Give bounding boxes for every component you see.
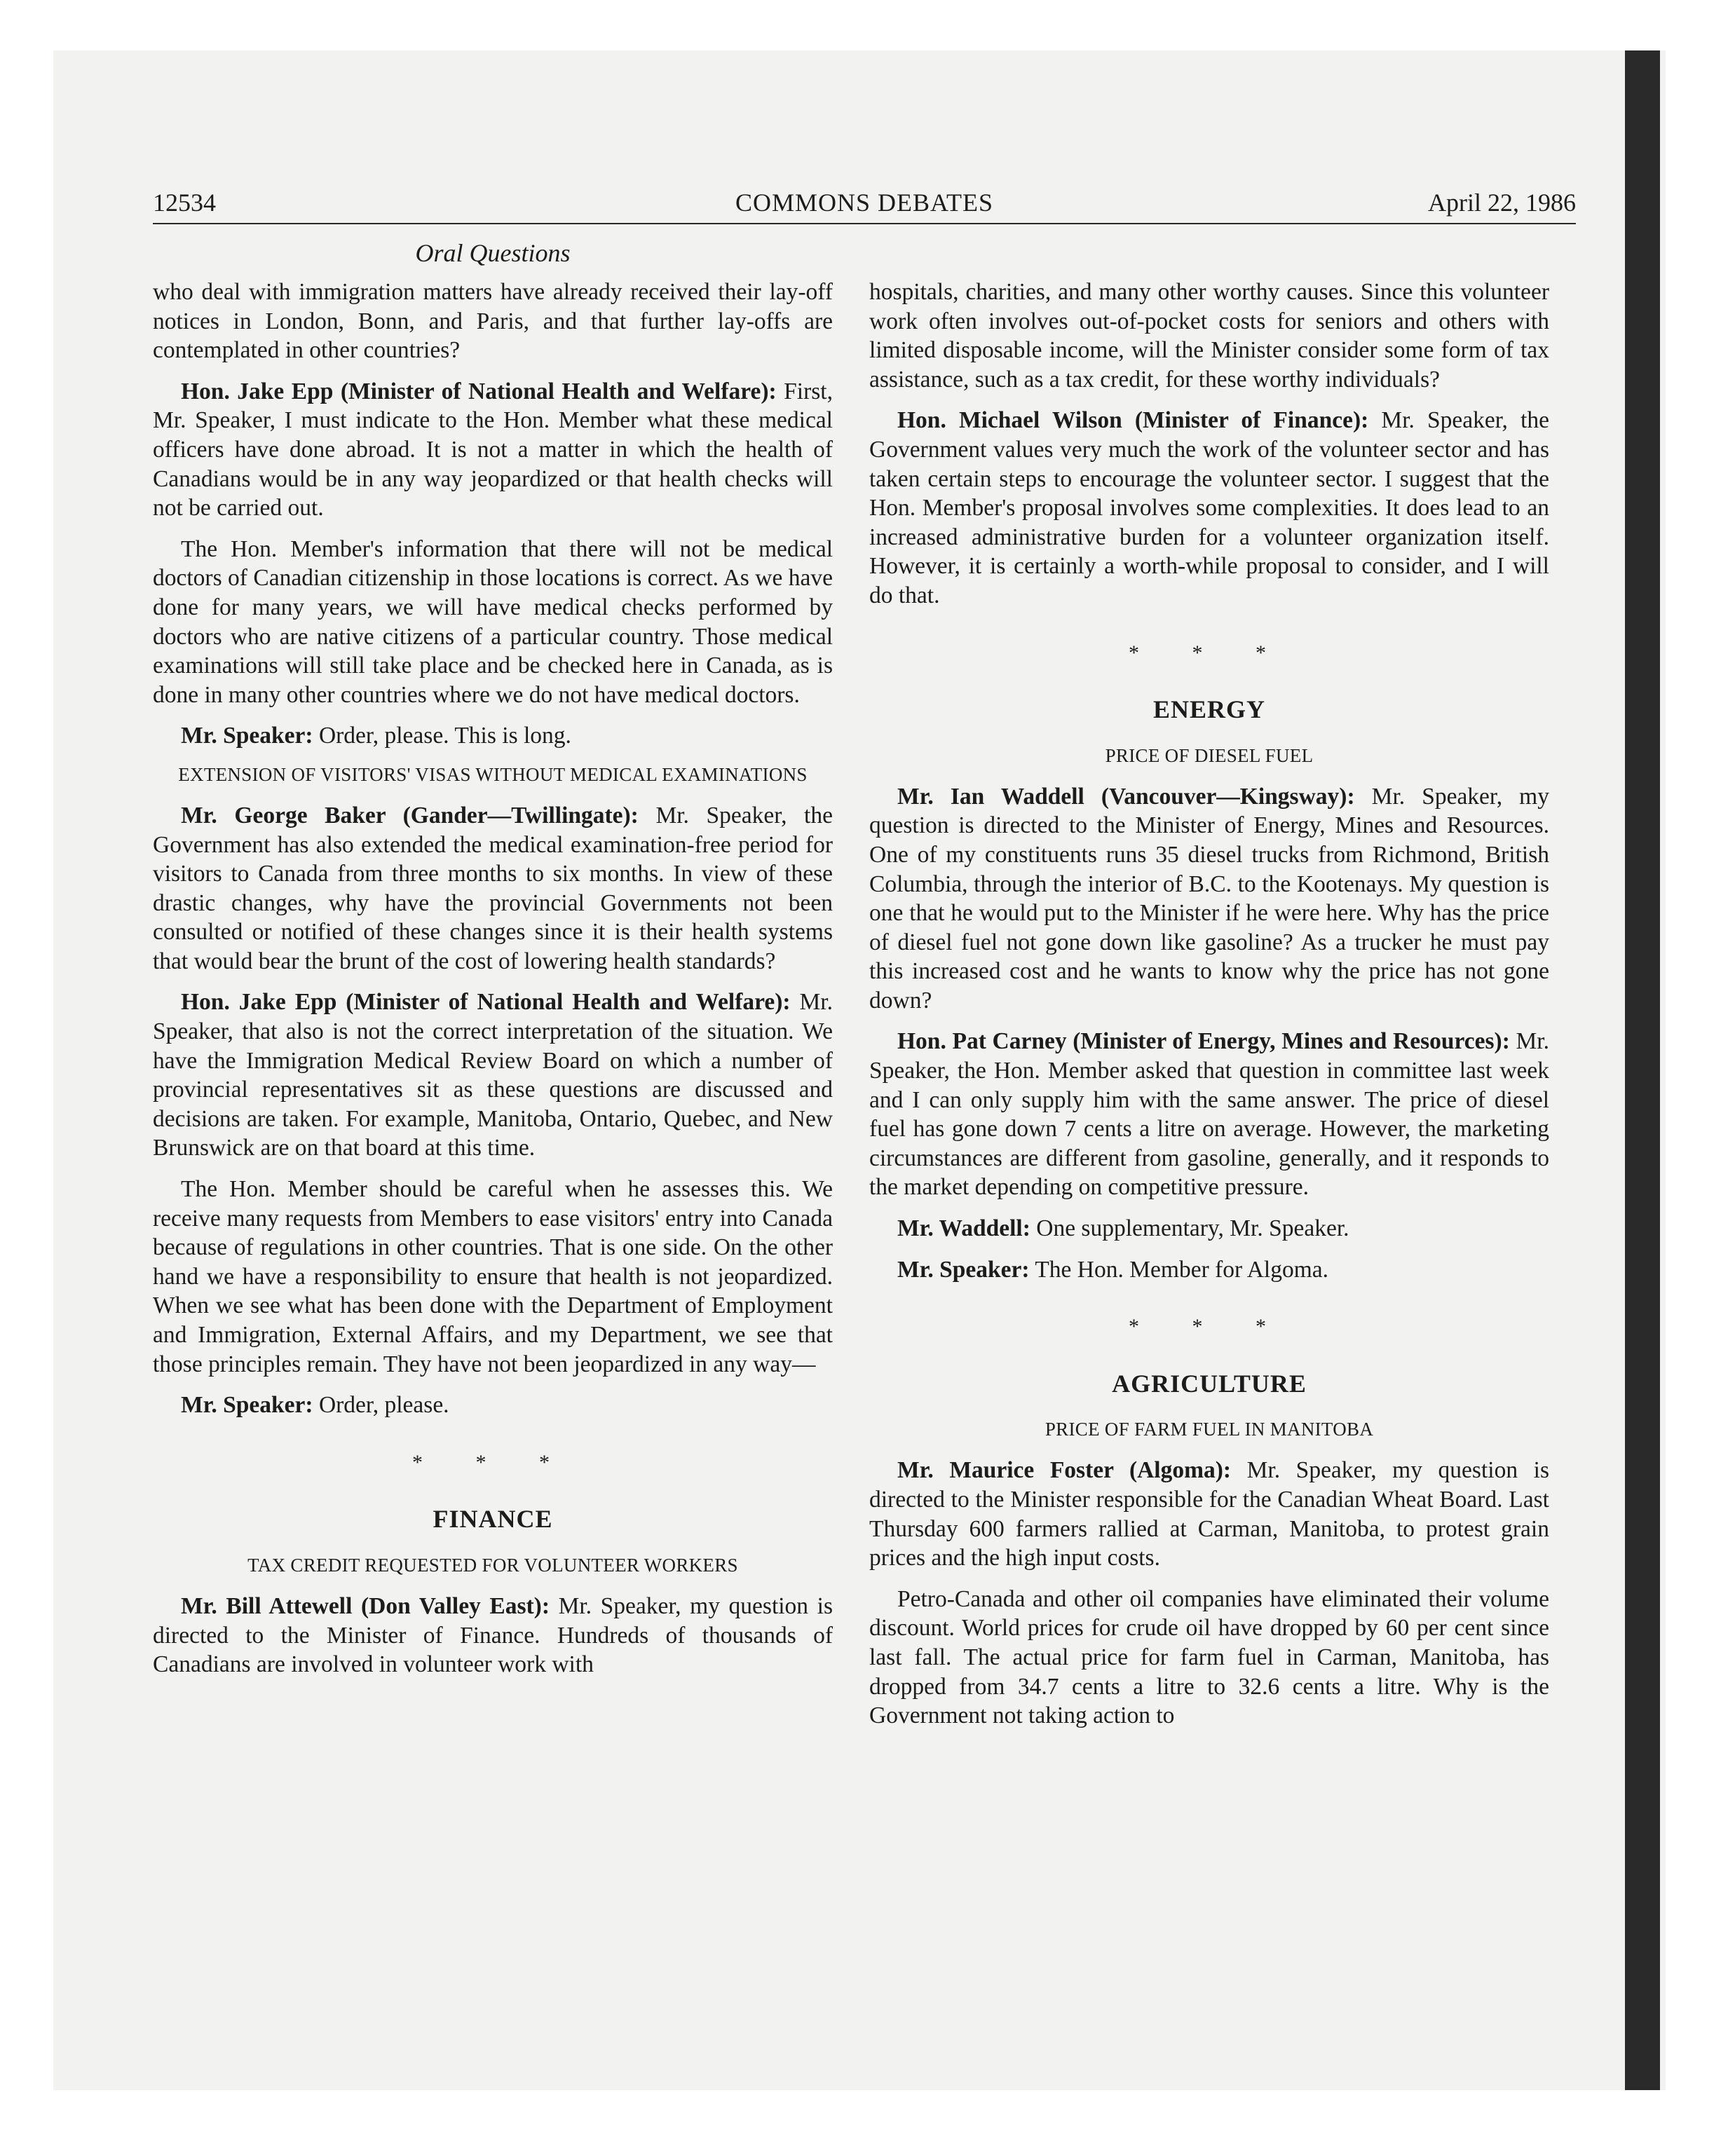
speaker-name: Hon. Jake Epp (Minister of National Health and Welfare):	[181, 989, 791, 1016]
page-date: April 22, 1986	[1428, 189, 1576, 217]
paragraph	[153, 1592, 833, 1679]
paragraph	[869, 406, 1549, 610]
paragraph	[869, 1255, 1549, 1285]
paragraph	[153, 801, 833, 976]
paragraph	[869, 1027, 1549, 1202]
paragraph	[153, 988, 833, 1163]
speaker-name: Mr. Ian Waddell (Vancouver—Kingsway):	[897, 783, 1355, 810]
publication-title: COMMONS DEBATES	[735, 189, 994, 217]
section-title: Oral Questions	[415, 239, 571, 267]
paragraph: hospitals, charities, and many other worthy causes. Since this volunteer work often involves out-of-pocket costs for seniors and others with limited disposable income, will the Minister consider some form of tax assistance, such as a tax credit, for these worthy individuals?	[869, 279, 1549, 393]
speaker-name: Hon. Michael Wilson (Minister of Finance):	[897, 407, 1369, 434]
binding-edge	[1625, 50, 1660, 2090]
left-column	[153, 278, 833, 1691]
speech-text: Mr. Speaker, my question is directed to the Minister of Finance. Hundreds of thousands of Canadians are involved in volunteer work with	[153, 1592, 833, 1678]
paragraph	[153, 377, 833, 523]
paragraph: Petro-Canada and other oil companies have eliminated their volume discount. World prices for crude oil have dropped by 60 per cent since last fall. The actual price for farm fuel in Carman, Manitoba, has dropped from 34.7 cents a litre to 32.6 cents a litre. Why is the Government not taking action to	[869, 1585, 1549, 1729]
speaker-name: Hon. Pat Carney (Minister of Energy, Mines and Resources):	[897, 1028, 1510, 1055]
speaker-name: Mr. Waddell:	[897, 1215, 1030, 1242]
speaker-name: Mr. Bill Attewell (Don Valley East):	[181, 1592, 550, 1619]
header-rule	[153, 223, 1576, 224]
speech-text: Order, please.	[313, 1392, 449, 1419]
speech-text: First, Mr. Speaker, I must indicate to the Hon. Member what these medical officers have done abroad. It is not a matter in which the health of Canadians would be in any way jeopardized or that health checks will not be carried out.	[153, 378, 833, 521]
right-column	[869, 278, 1549, 1742]
speech-text: Mr. Speaker, the Hon. Member asked that question in committee last week and I can only supply him with the same answer. The price of diesel fuel has gone down 7 cents a litre on average. However, the marketing circumstances are different from gasoline, generally, and it responds to the market depending on competitive pressure.	[869, 1028, 1549, 1201]
speech-text: Mr. Speaker, the Government values very much the work of the volunteer sector and has taken certain steps to encourage the volunteer sector. I suggest that the Hon. Member's proposal involves some complexities. It does lead to an increased administrative burden for a volunteer organization itself. However, it is certainly a worth-while proposal to consider, and I will do that.	[869, 407, 1549, 608]
speech-text: The Hon. Member for Algoma.	[1029, 1256, 1328, 1283]
paragraph	[153, 721, 833, 751]
paragraph: The Hon. Member should be careful when he assesses this. We receive many requests from Members to ease visitors' entry into Canada because of regulations in other countries. That is one side. On the other hand we have a responsibility to ensure that health is not jeopardized. When we see what has been done with the Department of Employment and Immigration, External Affairs, and my Department, we see that those principles remain. They have not been jeopardized in any way—	[153, 1176, 833, 1377]
speaker-name: Mr. Speaker:	[181, 723, 313, 749]
section-divider: * * *	[1129, 1315, 1290, 1339]
speech-text: Mr. Speaker, the Government has also extended the medical examination-free period for visitors to Canada from three months to six months. In view of these drastic changes, why have the provincial Governments not been consulted or notified of these changes since it is their health systems that would bear the brunt of the cost of lowering health standards?	[153, 802, 833, 974]
speech-text: Mr. Speaker, my question is directed to the Minister of Energy, Mines and Resources. One of my constituents runs 35 diesel trucks from Richmond, British Columbia, through the interior of B.C. to the Kootenays. My question is one that he would put to the Minister if he were here. Why has the price of diesel fuel not gone down like gasoline? As a trucker he must pay this increased cost and he wants to know why the price has not gone down?	[869, 783, 1549, 1014]
speech-text: Order, please. This is long.	[313, 723, 571, 749]
speech-text: One supplementary, Mr. Speaker.	[1030, 1215, 1349, 1242]
page-header	[153, 188, 1576, 224]
paragraph	[869, 782, 1549, 1016]
section-divider: * * *	[412, 1450, 573, 1474]
section-divider: * * *	[1129, 641, 1290, 664]
rubric-heading: FINANCE	[433, 1505, 553, 1534]
subheading: PRICE OF FARM FUEL IN MANITOBA	[1045, 1419, 1374, 1440]
paragraph	[869, 1214, 1549, 1243]
paragraph	[153, 1391, 833, 1420]
page-number: 12534	[153, 189, 216, 217]
subheading: TAX CREDIT REQUESTED FOR VOLUNTEER WORKERS	[247, 1554, 738, 1576]
rubric-heading: AGRICULTURE	[1112, 1369, 1307, 1398]
speaker-name: Mr. George Baker (Gander—Twillingate):	[181, 802, 639, 828]
paragraph	[869, 1456, 1549, 1572]
speech-text: Mr. Speaker, my question is directed to the Minister responsible for the Canadian Wheat Board. Last Thursday 600 farmers rallied at Carman, Manitoba, to protest grain prices and the high input costs.	[869, 1457, 1549, 1571]
speaker-name: Mr. Speaker:	[181, 1392, 313, 1419]
subheading: PRICE OF DIESEL FUEL	[1105, 744, 1314, 766]
speaker-name: Mr. Maurice Foster (Algoma):	[897, 1457, 1232, 1484]
paragraph: The Hon. Member's information that there will not be medical doctors of Canadian citizenship in those locations is correct. As we have done for many years, we will have medical checks performed by doctors who are native citizens of a particular country. Those medical examinations will still take place and be checked here in Canada, as is done in many other countries where we do not have medical doctors.	[153, 535, 833, 708]
speech-text: Mr. Speaker, that also is not the correct interpretation of the situation. We have the Immigration Medical Review Board on which a number of provincial representatives sit as these questions are discussed and decisions are taken. For example, Manitoba, Ontario, Quebec, and New Brunswick are on that board at this time.	[153, 989, 833, 1161]
speaker-name: Hon. Jake Epp (Minister of National Health and Welfare):	[181, 378, 777, 404]
subheading: EXTENSION OF VISITORS' VISAS WITHOUT MEDICAL EXAMINATIONS	[178, 763, 808, 785]
rubric-heading: ENERGY	[1152, 695, 1266, 724]
paragraph: who deal with immigration matters have already received their lay-off notices in London, Bonn, and Paris, and that further lay-offs are contemplated in other countries?	[153, 279, 833, 364]
speaker-name: Mr. Speaker:	[897, 1256, 1030, 1283]
